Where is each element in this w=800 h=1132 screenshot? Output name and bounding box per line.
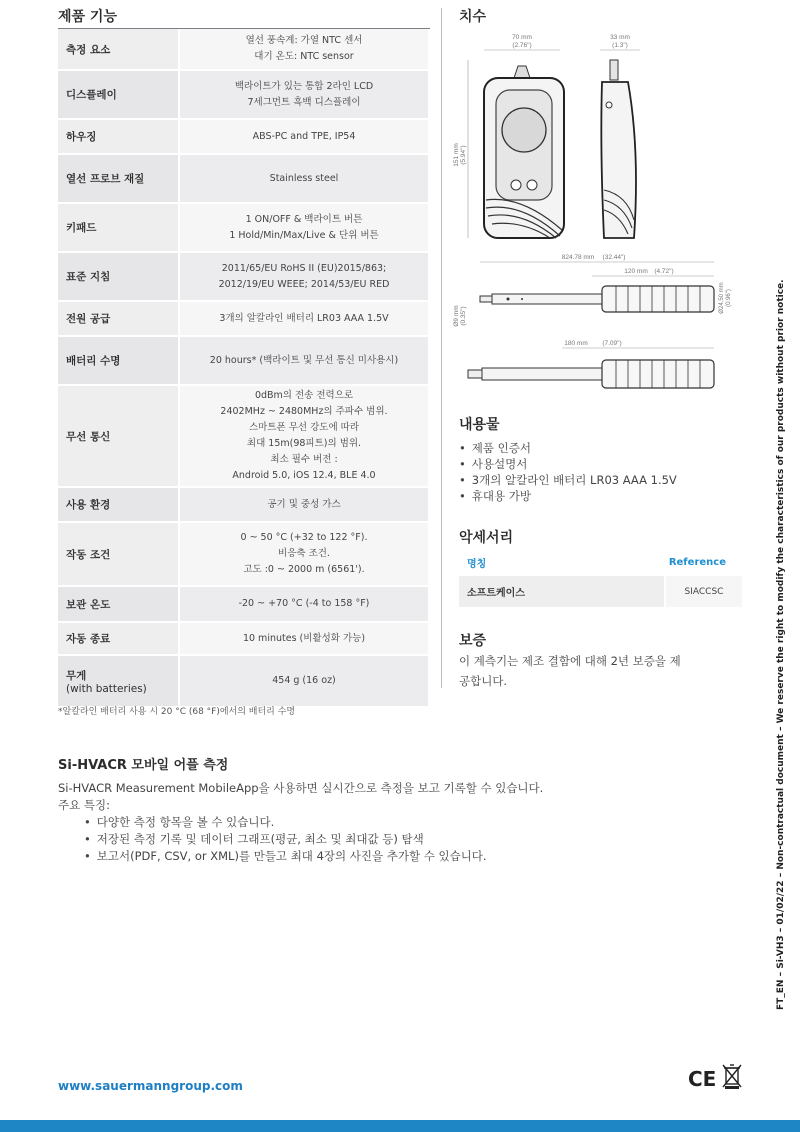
contents-item: • 사용설명서 bbox=[459, 456, 677, 472]
probe-retracted-view bbox=[468, 360, 714, 388]
spec-value-line: 스마트폰 무선 강도에 따라 bbox=[248, 422, 359, 433]
spec-value bbox=[180, 29, 428, 69]
spec-label-main: 사용 환경 bbox=[66, 499, 111, 511]
spec-value-line: 최소 필수 버전 : bbox=[270, 454, 338, 465]
ce-mark-icon: CE bbox=[688, 1067, 717, 1091]
accessory-ref: SIACCSC bbox=[666, 576, 742, 607]
spec-label bbox=[58, 253, 178, 300]
battery-footnote: *알칼라인 배터리 사용 시 20 °C (68 °F)에서의 배터리 수명 bbox=[58, 707, 296, 717]
spec-value-line: 대기 온도: NTC sensor bbox=[254, 51, 354, 62]
spec-row bbox=[58, 29, 428, 69]
spec-row bbox=[58, 623, 428, 654]
spec-value-line: 최대 15m(98피트)의 범위. bbox=[246, 438, 362, 449]
front-width-in-label: (2.76") bbox=[512, 42, 532, 49]
app-description bbox=[58, 780, 658, 865]
spec-row bbox=[58, 253, 428, 300]
spec-value-line: Android 5.0, iOS 12.4, BLE 4.0 bbox=[232, 470, 376, 481]
app-features-label: 주요 특징: bbox=[58, 798, 110, 812]
spec-value-line: 2402MHz ~ 2480MHz의 주파수 범위. bbox=[220, 406, 388, 417]
spec-label-main: 무선 통신 bbox=[66, 430, 111, 443]
spec-label bbox=[58, 656, 178, 706]
spec-label bbox=[58, 623, 178, 654]
accessory-name: 소프트케이스 bbox=[459, 576, 664, 607]
spec-value-line: 1 Hold/Min/Max/Live & 단위 버튼 bbox=[229, 229, 379, 241]
spec-label-text bbox=[66, 547, 110, 562]
front-width-label: 70 mm bbox=[512, 34, 532, 41]
spec-value-line: Stainless steel bbox=[269, 172, 339, 184]
probe-dia-label: Ø9 mm bbox=[453, 305, 460, 327]
device-front-view bbox=[484, 66, 564, 238]
warranty-text: 이 계측기는 제조 결함에 대해 2년 보증을 제공합니다. bbox=[459, 654, 681, 688]
spec-label-main: 열선 프로브 재질 bbox=[66, 173, 145, 185]
spec-value bbox=[180, 656, 428, 706]
spec-row bbox=[58, 302, 428, 335]
spec-value-line: 20 hours* (백라이트 및 무선 통신 미사용시) bbox=[209, 354, 399, 366]
spec-value bbox=[180, 253, 428, 300]
spec-row bbox=[58, 587, 428, 621]
height-in-label: (5.94") bbox=[460, 145, 467, 165]
spec-label-main: 표준 지침 bbox=[66, 271, 111, 283]
spec-value-line: 10 minutes (비활성화 가능) bbox=[242, 632, 366, 644]
spec-row bbox=[58, 120, 428, 153]
spec-value-line: 백라이트가 있는 통합 2라인 LCD bbox=[234, 80, 374, 92]
spec-value-line: 공기 및 중성 가스 bbox=[267, 498, 341, 510]
spec-value-line: 2012/19/EU WEEE; 2014/53/EU RED bbox=[218, 278, 390, 290]
legal-vertical-note: FT_EN – Si-VH3 – 01/02/22 – Non-contractual document – We reserve the right to modify the characteristics of our products without prior notice. bbox=[776, 279, 786, 1010]
spec-label bbox=[58, 29, 178, 69]
spec-value-line: 7세그먼트 흑백 디스플레이 bbox=[247, 96, 361, 108]
spec-value-line: 0dBm의 전송 전력으로 bbox=[254, 390, 354, 401]
spec-value bbox=[180, 155, 428, 202]
spec-label-main: 작동 조건 bbox=[66, 548, 111, 561]
app-intro: Si-HVACR Measurement MobileApp을 사용하면 실시간으로 측정을 보고 기록할 수 있습니다. bbox=[58, 781, 544, 795]
spec-row bbox=[58, 204, 428, 251]
contents-item: • 제품 인증서 bbox=[459, 440, 677, 456]
accessories-ref-header: Reference bbox=[668, 556, 726, 568]
contents-item: • 휴대용 가방 bbox=[459, 488, 677, 504]
accessories-row bbox=[459, 576, 742, 607]
spec-label-text bbox=[66, 631, 110, 646]
spec-row bbox=[58, 386, 428, 486]
spec-value bbox=[180, 204, 428, 251]
spec-label bbox=[58, 120, 178, 153]
spec-value-line: 2011/65/EU RoHS II (EU)2015/863; bbox=[221, 262, 387, 274]
bottom-accent-bar bbox=[0, 1120, 800, 1132]
spec-label-text bbox=[66, 311, 110, 326]
spec-value-line: ABS-PC and TPE, IP54 bbox=[252, 130, 356, 142]
spec-value bbox=[180, 120, 428, 153]
accessories-header-row bbox=[459, 551, 742, 573]
spec-label bbox=[58, 155, 178, 202]
spec-label bbox=[58, 488, 178, 521]
spec-label bbox=[58, 587, 178, 621]
spec-value bbox=[180, 71, 428, 118]
website-link[interactable]: www.sauermanngroup.com bbox=[58, 1079, 243, 1093]
spec-label bbox=[58, 523, 178, 585]
probe-handle-in-label: (4.72") bbox=[654, 268, 674, 275]
side-width-in-label: (1.3") bbox=[612, 42, 628, 49]
app-feature-item: • 저장된 측정 기록 및 데이터 그래프(평균, 최소 및 최대값 등) 탐색 bbox=[84, 831, 658, 848]
spec-value bbox=[180, 488, 428, 521]
spec-label-main: 하우징 bbox=[66, 131, 97, 143]
accessories-name-header: 명칭 bbox=[467, 558, 487, 570]
spec-label-text bbox=[66, 171, 144, 186]
spec-row bbox=[58, 523, 428, 585]
accessories-heading: 악세서리 bbox=[459, 530, 514, 546]
spec-value-line: 3개의 알칼라인 배터리 LR03 AAA 1.5V bbox=[219, 312, 389, 324]
accessories-table bbox=[459, 551, 742, 607]
spec-label-main: 측정 요소 bbox=[66, 43, 111, 56]
dimension-drawings bbox=[452, 30, 742, 390]
probe-total-label: 824.78 mm bbox=[561, 254, 595, 261]
handle-dia-label: Ø24.50 mm bbox=[719, 282, 725, 314]
spec-label-text bbox=[66, 429, 110, 444]
spec-label-main: 키패드 bbox=[66, 222, 97, 234]
dimensions-heading: 치수 bbox=[459, 9, 487, 25]
weee-bin-icon bbox=[720, 1062, 744, 1090]
handle-dia-in-label: (0.96") bbox=[726, 289, 732, 307]
spec-label-text bbox=[66, 269, 110, 284]
spec-value bbox=[180, 386, 428, 486]
spec-row bbox=[58, 656, 428, 706]
spec-row bbox=[58, 71, 428, 118]
spec-value-line: -20 ~ +70 °C (-4 to 158 °F) bbox=[238, 598, 370, 609]
spec-value-line: 고도 :0 ~ 2000 m (6561'). bbox=[243, 564, 365, 575]
spec-label-text bbox=[66, 353, 120, 368]
probe-extended-view bbox=[480, 286, 714, 312]
spec-row bbox=[58, 155, 428, 202]
spec-label-main: 전원 공급 bbox=[66, 313, 111, 325]
app-heading: Si-HVACR 모바일 어플 측정 bbox=[58, 758, 229, 773]
spec-value-line: 1 ON/OFF & 백라이트 버튼 bbox=[245, 213, 363, 225]
probe-retracted-label: 180 mm bbox=[564, 340, 588, 347]
spec-table bbox=[58, 29, 428, 708]
contents-item: • 3개의 알칼라인 배터리 LR03 AAA 1.5V bbox=[459, 472, 677, 488]
spec-value-line: 비응축 조건. bbox=[278, 548, 330, 559]
spec-label bbox=[58, 204, 178, 251]
spec-label bbox=[58, 302, 178, 335]
spec-label-main: 무게 bbox=[66, 669, 87, 682]
spec-label bbox=[58, 386, 178, 486]
spec-value bbox=[180, 587, 428, 621]
spec-label-text bbox=[66, 220, 96, 235]
spec-label-text bbox=[66, 129, 96, 144]
warranty-heading: 보증 bbox=[459, 633, 487, 649]
app-feature-list bbox=[84, 814, 658, 865]
spec-label-main: 보관 온도 bbox=[66, 598, 111, 611]
contents-list bbox=[459, 440, 677, 504]
spec-value-line: 0 ~ 50 °C (+32 to 122 °F). bbox=[240, 532, 368, 543]
probe-handle-label: 120 mm bbox=[624, 268, 648, 275]
height-label: 151 mm bbox=[453, 143, 460, 167]
specs-heading: 제품 기능 bbox=[58, 9, 117, 25]
spec-label-text bbox=[66, 497, 110, 512]
spec-value bbox=[180, 523, 428, 585]
spec-label-sub: (with batteries) bbox=[66, 682, 147, 695]
spec-label-text bbox=[66, 668, 147, 695]
spec-label bbox=[58, 337, 178, 384]
spec-label-text bbox=[66, 597, 110, 612]
side-width-label: 33 mm bbox=[610, 34, 630, 41]
probe-retracted-in-label: (7.09") bbox=[602, 340, 622, 347]
spec-value-line: 열선 풍속계: 가열 NTC 센서 bbox=[245, 35, 363, 46]
spec-value bbox=[180, 337, 428, 384]
spec-value bbox=[180, 302, 428, 335]
spec-label-main: 배터리 수명 bbox=[66, 355, 121, 367]
spec-label-text bbox=[66, 42, 110, 57]
contents-heading: 내용물 bbox=[459, 417, 500, 433]
column-divider bbox=[441, 8, 442, 688]
spec-row bbox=[58, 488, 428, 521]
spec-label-main: 자동 종료 bbox=[66, 633, 111, 645]
probe-dia-in-label: (0.35") bbox=[460, 306, 467, 326]
spec-value-line: 454 g (16 oz) bbox=[272, 675, 336, 686]
app-feature-item: • 다양한 측정 항목을 볼 수 있습니다. bbox=[84, 814, 658, 831]
spec-label-main: 디스플레이 bbox=[66, 89, 117, 101]
probe-total-in-label: (32.44") bbox=[602, 254, 626, 261]
spec-row bbox=[58, 337, 428, 384]
spec-label bbox=[58, 71, 178, 118]
device-side-view bbox=[601, 60, 636, 238]
spec-label-text bbox=[66, 87, 117, 102]
app-feature-item: • 보고서(PDF, CSV, or XML)를 만들고 최대 4장의 사진을 추가할 수 있습니다. bbox=[84, 848, 658, 865]
spec-value bbox=[180, 623, 428, 654]
